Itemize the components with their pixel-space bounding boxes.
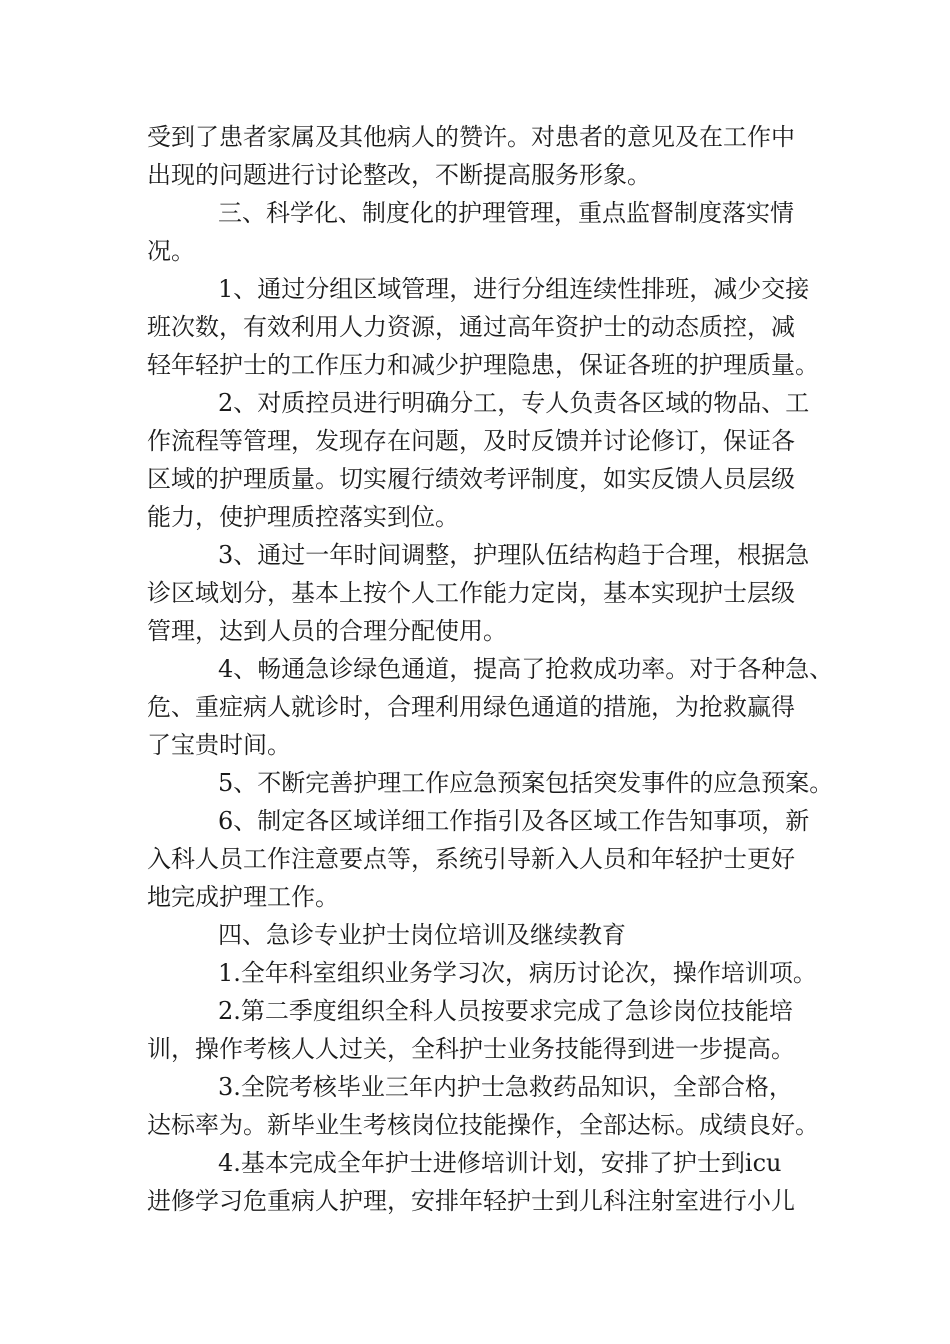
text-line: 诊区域划分，基本上按个人工作能力定岗，基本实现护士层级	[147, 579, 795, 607]
text-line: 达标率为。新毕业生考核岗位技能操作，全部达标。成绩良好。	[147, 1111, 819, 1139]
text-line: 况。	[147, 237, 195, 265]
section-heading: 四、急诊专业护士岗位培训及继续教育	[218, 921, 626, 949]
text-line: 地完成护理工作。	[147, 883, 339, 911]
text-line: 4.基本完成全年护士进修培训计划，安排了护士到icu	[218, 1149, 782, 1177]
text-line: 2、对质控员进行明确分工，专人负责各区域的物品、工	[218, 389, 810, 417]
text-line: 3、通过一年时间调整，护理队伍结构趋于合理，根据急	[218, 541, 810, 569]
text-line: 能力，使护理质控落实到位。	[147, 503, 459, 531]
text-line: 入科人员工作注意要点等，系统引导新入人员和年轻护士更好	[147, 845, 795, 873]
text-line: 6、制定各区域详细工作指引及各区域工作告知事项，新	[218, 807, 810, 835]
text-line: 危、重症病人就诊时，合理利用绿色通道的措施，为抢救赢得	[147, 693, 795, 721]
text-line: 区域的护理质量。切实履行绩效考评制度，如实反馈人员层级	[147, 465, 795, 493]
text-line: 3.全院考核毕业三年内护士急救药品知识，全部合格，	[218, 1073, 793, 1101]
text-line: 班次数，有效利用人力资源，通过高年资护士的动态质控，减	[147, 313, 795, 341]
text-line: 1.全年科室组织业务学习次，病历讨论次，操作培训项。	[218, 959, 817, 987]
text-line: 受到了患者家属及其他病人的赞许。对患者的意见及在工作中	[147, 123, 795, 151]
text-line: 作流程等管理，发现存在问题，及时反馈并讨论修订，保证各	[147, 427, 795, 455]
text-line: 了宝贵时间。	[147, 731, 291, 759]
text-line: 出现的问题进行讨论整改，不断提高服务形象。	[147, 161, 651, 189]
section-heading: 三、科学化、制度化的护理管理，重点监督制度落实情	[218, 199, 794, 227]
text-line: 2.第二季度组织全科人员按要求完成了急诊岗位技能培	[218, 997, 793, 1025]
text-line: 训，操作考核人人过关，全科护士业务技能得到进一步提高。	[147, 1035, 795, 1063]
text-line: 1、通过分组区域管理，进行分组连续性排班，减少交接	[218, 275, 810, 303]
text-line: 管理，达到人员的合理分配使用。	[147, 617, 507, 645]
text-line: 5、不断完善护理工作应急预案包括突发事件的应急预案。	[218, 769, 834, 797]
text-line: 轻年轻护士的工作压力和减少护理隐患，保证各班的护理质量。	[147, 351, 819, 379]
text-line: 4、畅通急诊绿色通道，提高了抢救成功率。对于各种急、	[218, 655, 834, 683]
text-line: 进修学习危重病人护理，安排年轻护士到儿科注射室进行小儿	[147, 1187, 795, 1215]
